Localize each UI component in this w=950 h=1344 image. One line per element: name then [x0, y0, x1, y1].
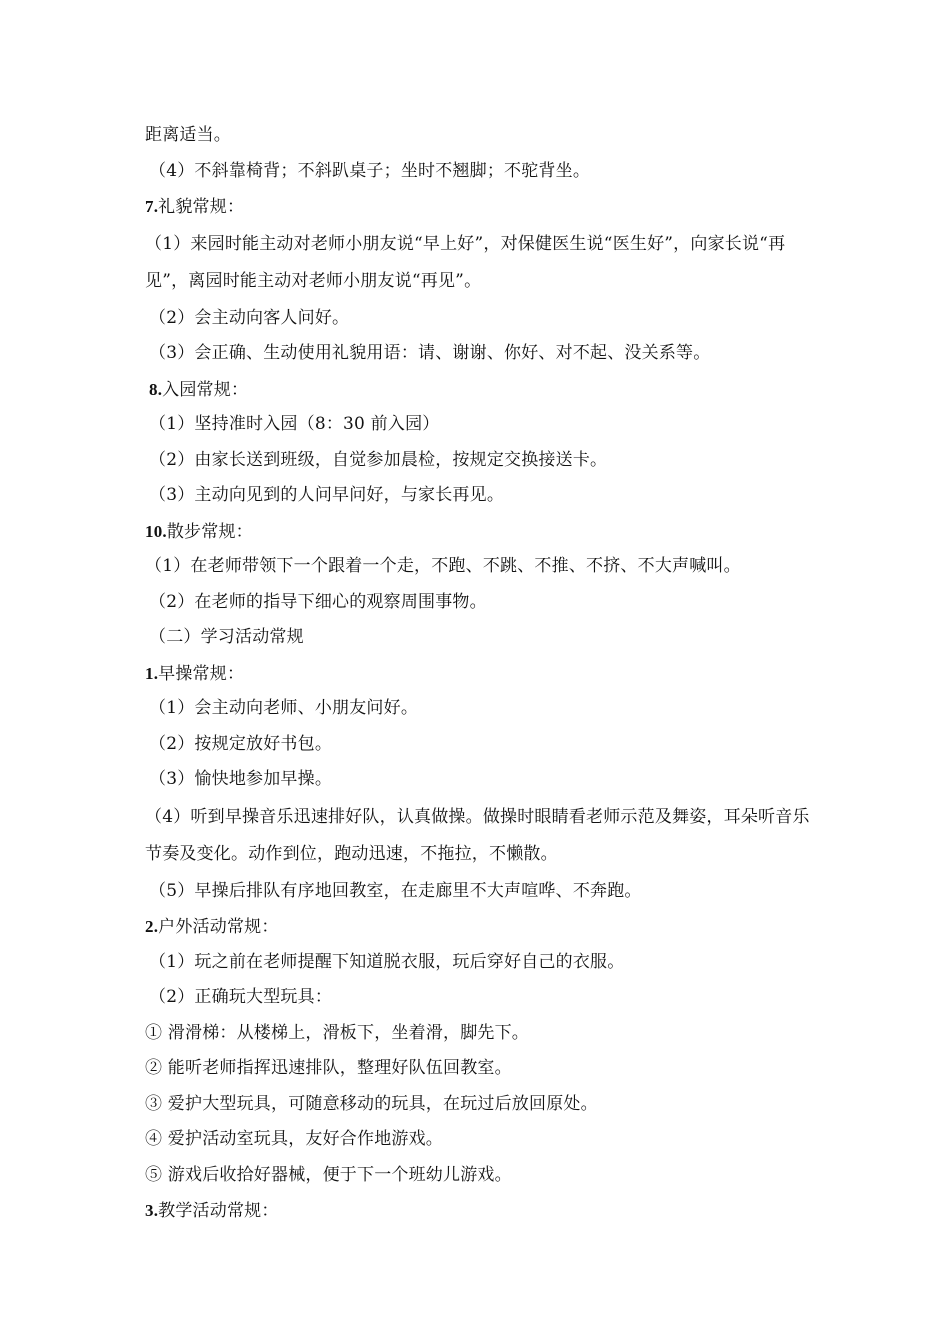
list-item: （2）正确玩大型玩具： — [149, 987, 333, 1007]
list-item: （1）坚持准时入园（8：30 前入园） — [149, 414, 440, 434]
section-title: 散步常规： — [166, 521, 253, 541]
section-number: 10. — [145, 521, 167, 541]
list-item: ① 滑滑梯：从楼梯上，滑板下，坐着滑，脚先下。 — [145, 1022, 530, 1043]
list-item: ② 能听老师指挥迅速排队，整理好队伍回教室。 — [145, 1058, 512, 1078]
section-number: 7. — [145, 197, 159, 216]
list-item: （1）玩之前在老师提醒下知道脱衣服，玩后穿好自己的衣服。 — [149, 951, 625, 972]
list-item: （3）主动向见到的人问早问好，与家长再见。 — [149, 485, 505, 505]
list-item: （2）会主动向客人问好。 — [149, 307, 350, 328]
section-heading — [145, 909, 810, 945]
list-item: （3）愉快地参加早操。 — [149, 769, 333, 789]
section-heading — [145, 514, 810, 550]
list-item: （5）早操后排队有序地回教室，在走廊里不大声喧哗、不奔跑。 — [149, 880, 642, 901]
section-title: 户外活动常规： — [158, 917, 279, 936]
section-heading — [145, 1193, 810, 1229]
section-title: 教学活动常规： — [158, 1201, 279, 1220]
list-item: （1）会主动向老师、小朋友问好。 — [149, 698, 419, 718]
list-item: （2）按规定放好书包。 — [149, 733, 333, 754]
section-heading — [145, 189, 810, 225]
section-number: 1. — [145, 663, 159, 683]
section-title: 早操常规： — [158, 663, 245, 683]
list-item: ⑤ 游戏后收拾好器械，便于下一个班幼儿游戏。 — [145, 1164, 512, 1185]
list-item: （2）在老师的指导下细心的观察周围事物。 — [149, 591, 487, 612]
section-number: 8. — [149, 379, 163, 399]
list-item: （3）会正确、生动使用礼貌用语：请、谢谢、你好、对不起、没关系等。 — [149, 343, 711, 363]
section-title: 入园常规： — [162, 379, 249, 399]
list-item: （4）不斜靠椅背；不斜趴桌子；坐时不翘脚；不驼背坐。 — [149, 160, 591, 181]
list-item: （4）听到早操音乐迅速排好队，认真做操。做操时眼睛看老师示范及舞姿，耳朵听音乐节奏及变化。动作到位，跑动迅速，不拖拉，不懒散。 — [145, 806, 810, 864]
section-number: 3. — [145, 1201, 159, 1220]
list-item: （2）由家长送到班级，自觉参加晨检，按规定交换接送卡。 — [149, 449, 608, 470]
list-item: （1）来园时能主动对老师小朋友说“早上好”，对保健医生说“医生好”，向家长说“再见”，离园时能主动对老师小朋友说“再见”。 — [145, 233, 786, 291]
list-item: （1）在老师带领下一个跟着一个走，不跑、不跳、不推、不挤、不大声喊叫。 — [145, 556, 741, 576]
text-line: 距离适当。 — [145, 125, 231, 145]
section-title: 礼貌常规： — [158, 197, 245, 216]
document-body — [145, 118, 810, 1229]
section-number: 2. — [145, 917, 159, 936]
subsection-heading: （二）学习活动常规 — [149, 627, 304, 647]
section-heading — [145, 656, 810, 692]
list-item: ③ 爱护大型玩具，可随意移动的玩具，在玩过后放回原处。 — [145, 1093, 598, 1114]
section-heading — [145, 372, 810, 408]
list-item: ④ 爱护活动室玩具，友好合作地游戏。 — [145, 1129, 444, 1149]
